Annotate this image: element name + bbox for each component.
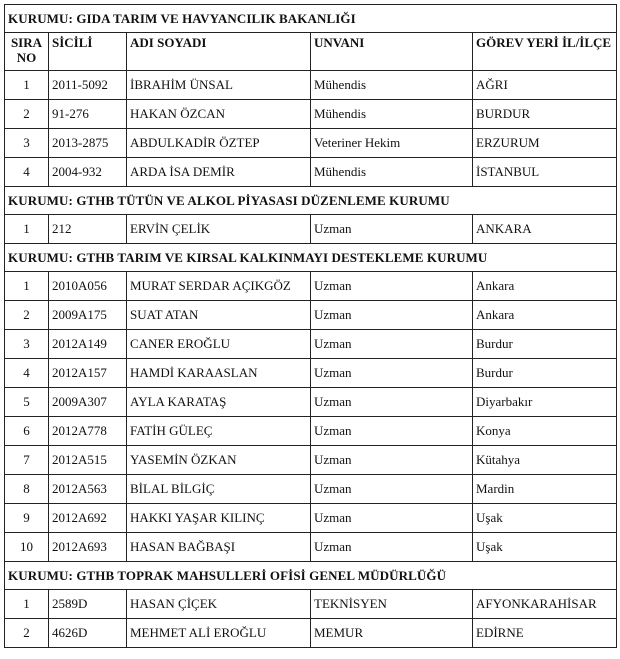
row-adi-soyadi: CANER EROĞLU <box>127 330 311 359</box>
section-title: KURUMU: GTHB TARIM VE KIRSAL KALKINMAYI DESTEKLEME KURUMU <box>5 244 617 272</box>
row-sicili: 2009A175 <box>49 301 127 330</box>
section-title: KURUMU: GIDA TARIM VE HAVYANCILIK BAKANLIĞI <box>5 5 617 33</box>
section-header <box>5 5 617 33</box>
table-row <box>5 619 617 648</box>
row-unvani: Uzman <box>311 417 473 446</box>
row-unvani: Uzman <box>311 301 473 330</box>
row-sicili: 2013-2875 <box>49 129 127 158</box>
row-sicili: 2009A307 <box>49 388 127 417</box>
table-row <box>5 359 617 388</box>
section-header <box>5 244 617 272</box>
column-header-row <box>5 33 617 71</box>
row-unvani: Uzman <box>311 215 473 244</box>
table-row <box>5 330 617 359</box>
row-unvani: Mühendis <box>311 100 473 129</box>
row-gorev-yeri: İSTANBUL <box>473 158 617 187</box>
row-unvani: Uzman <box>311 330 473 359</box>
row-gorev-yeri: AFYONKARAHİSAR <box>473 590 617 619</box>
row-gorev-yeri: ANKARA <box>473 215 617 244</box>
row-sira-no: 9 <box>5 504 49 533</box>
row-adi-soyadi: BİLAL BİLGİÇ <box>127 475 311 504</box>
row-unvani: Mühendis <box>311 71 473 100</box>
table-row <box>5 475 617 504</box>
row-adi-soyadi: FATİH GÜLEÇ <box>127 417 311 446</box>
table-row <box>5 100 617 129</box>
row-sira-no: 10 <box>5 533 49 562</box>
row-sicili: 2589D <box>49 590 127 619</box>
row-sicili: 2012A778 <box>49 417 127 446</box>
row-adi-soyadi: ARDA İSA DEMİR <box>127 158 311 187</box>
section-header <box>5 562 617 590</box>
personnel-table-body <box>5 5 617 648</box>
row-gorev-yeri: Uşak <box>473 504 617 533</box>
personnel-list-document <box>4 4 616 648</box>
row-gorev-yeri: EDİRNE <box>473 619 617 648</box>
row-unvani: Uzman <box>311 359 473 388</box>
row-gorev-yeri: Konya <box>473 417 617 446</box>
row-gorev-yeri: Burdur <box>473 330 617 359</box>
row-sicili: 212 <box>49 215 127 244</box>
row-adi-soyadi: HAKKI YAŞAR KILINÇ <box>127 504 311 533</box>
row-unvani: Uzman <box>311 504 473 533</box>
row-gorev-yeri: AĞRI <box>473 71 617 100</box>
row-adi-soyadi: ERVİN ÇELİK <box>127 215 311 244</box>
row-gorev-yeri: BURDUR <box>473 100 617 129</box>
row-sicili: 2012A149 <box>49 330 127 359</box>
row-sicili: 91-276 <box>49 100 127 129</box>
row-sicili: 2012A692 <box>49 504 127 533</box>
row-unvani: TEKNİSYEN <box>311 590 473 619</box>
row-gorev-yeri: Ankara <box>473 272 617 301</box>
section-header <box>5 187 617 215</box>
table-row <box>5 272 617 301</box>
row-sira-no: 2 <box>5 619 49 648</box>
table-row <box>5 446 617 475</box>
row-adi-soyadi: HAKAN ÖZCAN <box>127 100 311 129</box>
header-adi-soyadi: ADI SOYADI <box>127 33 311 71</box>
row-adi-soyadi: AYLA KARATAŞ <box>127 388 311 417</box>
table-row <box>5 504 617 533</box>
row-sira-no: 1 <box>5 272 49 301</box>
table-row <box>5 301 617 330</box>
header-sicili: SİCİLİ <box>49 33 127 71</box>
row-sira-no: 6 <box>5 417 49 446</box>
table-row <box>5 388 617 417</box>
row-gorev-yeri: Diyarbakır <box>473 388 617 417</box>
row-sicili: 2012A157 <box>49 359 127 388</box>
row-unvani: Uzman <box>311 446 473 475</box>
header-sira-no: SIRA NO <box>5 33 49 71</box>
row-adi-soyadi: İBRAHİM ÜNSAL <box>127 71 311 100</box>
row-sira-no: 5 <box>5 388 49 417</box>
row-adi-soyadi: MEHMET ALİ EROĞLU <box>127 619 311 648</box>
table-row <box>5 590 617 619</box>
row-sira-no: 3 <box>5 129 49 158</box>
personnel-table <box>4 4 617 648</box>
row-sicili: 2012A693 <box>49 533 127 562</box>
table-row <box>5 417 617 446</box>
row-unvani: Uzman <box>311 388 473 417</box>
row-sira-no: 1 <box>5 215 49 244</box>
row-unvani: Uzman <box>311 533 473 562</box>
row-unvani: Uzman <box>311 475 473 504</box>
table-row <box>5 215 617 244</box>
row-unvani: Uzman <box>311 272 473 301</box>
header-gorev-yeri: GÖREV YERİ İL/İLÇE <box>473 33 617 71</box>
row-sira-no: 8 <box>5 475 49 504</box>
table-row <box>5 533 617 562</box>
row-unvani: MEMUR <box>311 619 473 648</box>
row-sira-no: 1 <box>5 590 49 619</box>
row-sicili: 2011-5092 <box>49 71 127 100</box>
section-title: KURUMU: GTHB TÜTÜN VE ALKOL PİYASASI DÜZENLEME KURUMU <box>5 187 617 215</box>
row-sira-no: 1 <box>5 71 49 100</box>
row-sicili: 4626D <box>49 619 127 648</box>
row-sicili: 2010A056 <box>49 272 127 301</box>
table-row <box>5 71 617 100</box>
row-adi-soyadi: YASEMİN ÖZKAN <box>127 446 311 475</box>
row-sira-no: 2 <box>5 100 49 129</box>
row-sira-no: 2 <box>5 301 49 330</box>
table-row <box>5 129 617 158</box>
row-sira-no: 4 <box>5 359 49 388</box>
row-unvani: Veteriner Hekim <box>311 129 473 158</box>
row-adi-soyadi: HASAN ÇİÇEK <box>127 590 311 619</box>
row-unvani: Mühendis <box>311 158 473 187</box>
row-sicili: 2012A563 <box>49 475 127 504</box>
row-sicili: 2012A515 <box>49 446 127 475</box>
table-row <box>5 158 617 187</box>
row-sira-no: 7 <box>5 446 49 475</box>
row-gorev-yeri: Uşak <box>473 533 617 562</box>
row-sira-no: 4 <box>5 158 49 187</box>
row-adi-soyadi: MURAT SERDAR AÇIKGÖZ <box>127 272 311 301</box>
row-sira-no: 3 <box>5 330 49 359</box>
row-adi-soyadi: SUAT ATAN <box>127 301 311 330</box>
row-adi-soyadi: ABDULKADİR ÖZTEP <box>127 129 311 158</box>
header-unvani: UNVANI <box>311 33 473 71</box>
row-gorev-yeri: Ankara <box>473 301 617 330</box>
row-gorev-yeri: Burdur <box>473 359 617 388</box>
row-gorev-yeri: ERZURUM <box>473 129 617 158</box>
row-adi-soyadi: HASAN BAĞBAŞI <box>127 533 311 562</box>
section-title: KURUMU: GTHB TOPRAK MAHSULLERİ OFİSİ GENEL MÜDÜRLÜĞÜ <box>5 562 617 590</box>
row-gorev-yeri: Kütahya <box>473 446 617 475</box>
row-sicili: 2004-932 <box>49 158 127 187</box>
row-adi-soyadi: HAMDİ KARAASLAN <box>127 359 311 388</box>
row-gorev-yeri: Mardin <box>473 475 617 504</box>
